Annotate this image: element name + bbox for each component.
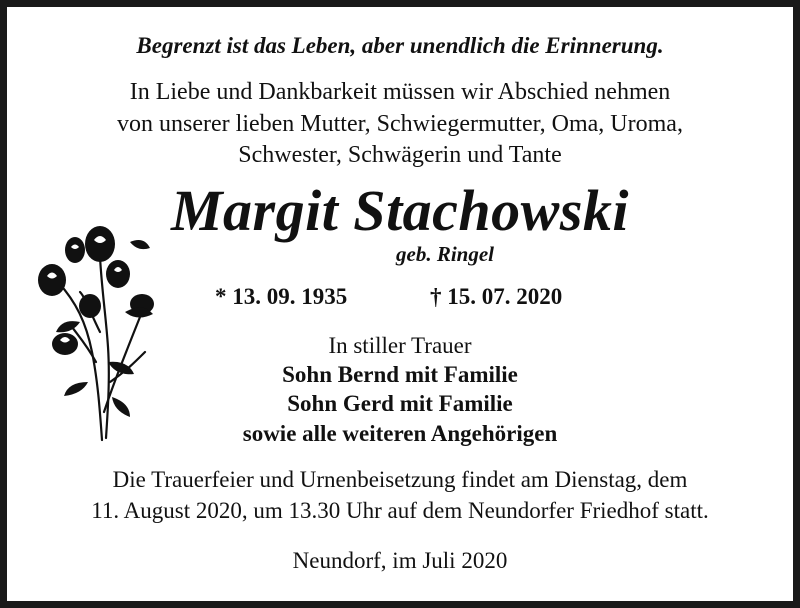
intro-line-1: In Liebe und Dankbarkeit müssen wir Abschied nehmen (129, 79, 671, 105)
rose-bouquet-icon (30, 212, 165, 442)
mourner-3: sowie alle weiteren Angehörigen (242, 421, 558, 446)
service-line-2: 11. August 2020, um 13.30 Uhr auf dem Neundorfer Friedhof statt. (91, 498, 709, 523)
deceased-name: Margit Stachowski (170, 178, 630, 243)
mourner-2: Sohn Gerd mit Familie (287, 391, 513, 416)
service-line-1: Die Trauerfeier und Urnenbeisetzung findet am Dienstag, dem (112, 467, 688, 492)
intro-line-2: von unserer lieben Mutter, Schwiegermutter, Oma, Uroma, (117, 111, 683, 137)
place-date: Neundorf, im Juli 2020 (292, 548, 508, 573)
mourning-text: In stiller Trauer (328, 333, 472, 358)
mourner-1: Sohn Bernd mit Familie (282, 362, 518, 387)
birth-date: * 13. 09. 1935 (215, 284, 348, 309)
motto: Begrenzt ist das Leben, aber unendlich die Erinnerung. (136, 33, 664, 58)
maiden-name: geb. Ringel (396, 242, 494, 266)
intro-line-3: Schwester, Schwägerin und Tante (238, 142, 562, 168)
death-date: † 15. 07. 2020 (430, 284, 563, 309)
